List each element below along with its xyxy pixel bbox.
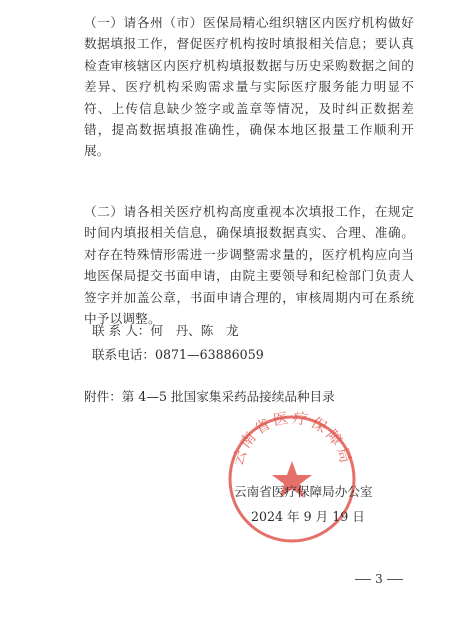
page-number [344, 572, 414, 586]
contact-phone: 联系电话：0871—63886059 [92, 347, 264, 362]
contact-person: 联 系 人：何 丹、陈 龙 [92, 323, 239, 338]
attachment-note: 附件：第 4—5 批国家集采药品接续品种目录 [84, 389, 335, 404]
paragraph-instruction-2: （二）请各相关医疗机构高度重视本次填报工作，在规定时间内填报相关信息，确保填报数据真实、合理、准确。对存在特殊情形需进一步调整需求量的，医疗机构应向当地医保局提交书面申请，由院主要领导和纪检部门负责人签字并加盖公章，书面申请合理的，审核周期内可在系统中予以调整。 [84, 204, 414, 327]
page-number-value: 3 [375, 572, 383, 586]
page-number-dash-left [355, 579, 371, 580]
issuing-office: 云南省医疗保障局办公室 [234, 484, 373, 499]
paragraph-instruction-1: （一）请各州（市）医保局精心组织辖区内医疗机构做好数据填报工作，督促医疗机构按时填报相关信息；要认真检查审核辖区内医疗机构填报数据与历史采购数据之间的差异、医疗机构采购需求量与实际医疗服务能力明显不符、上传信息缺少签字或盖章等情况，及时纠正数据差错，提高数据填报准确性，确保本地区报量工作顺利开展。 [84, 15, 414, 159]
page-number-dash-right [387, 579, 403, 580]
official-seal [216, 403, 368, 553]
svg-text:云南省医疗保障局: 云南省医疗保障局 [228, 408, 356, 468]
issue-date: 2024 年 9 月 19 日 [251, 509, 365, 524]
